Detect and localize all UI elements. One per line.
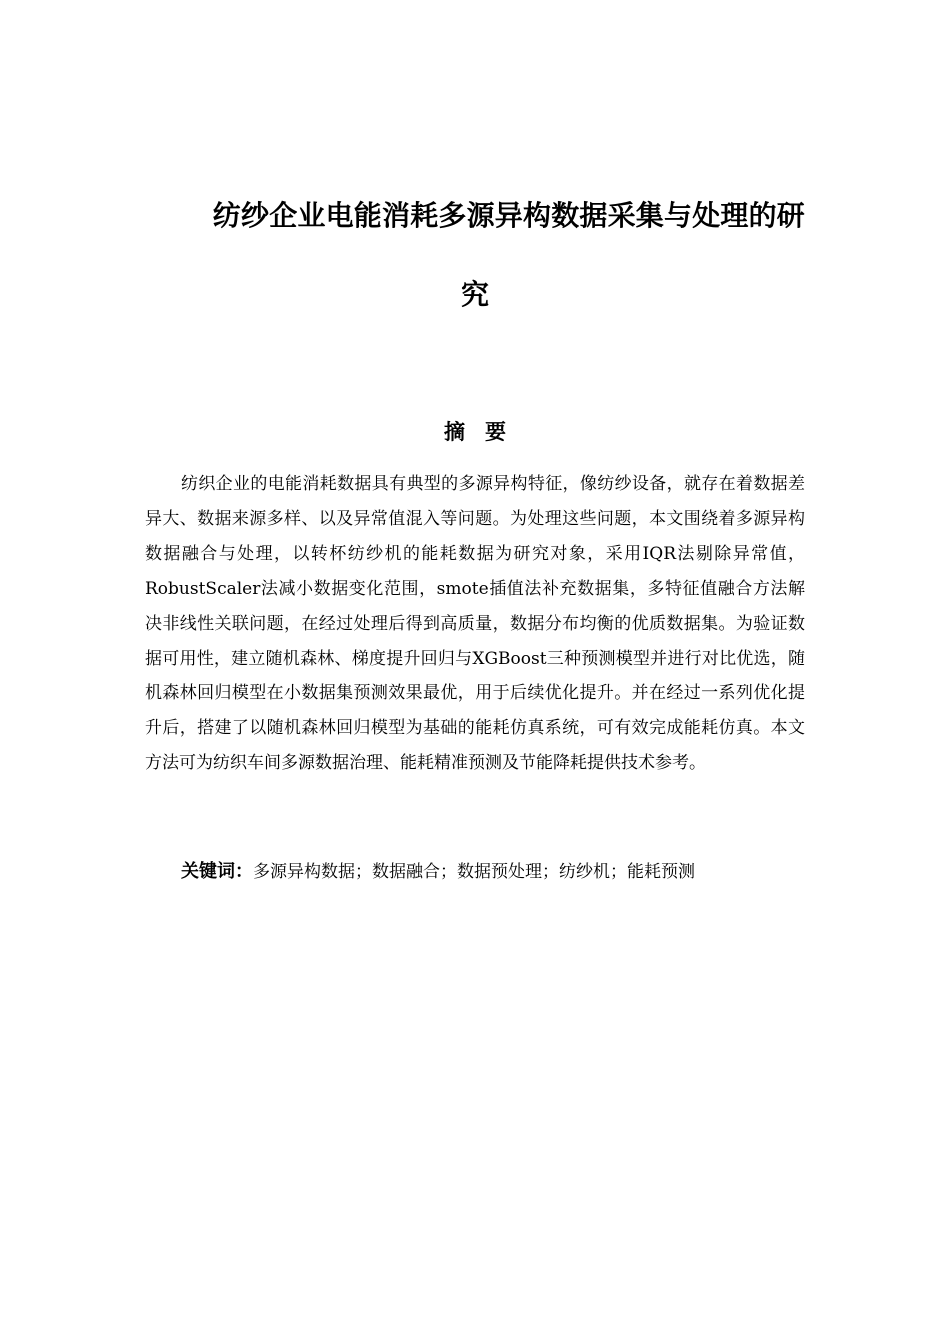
keywords-line <box>181 857 805 887</box>
keywords-label: 关键词： <box>181 861 253 882</box>
abstract-heading: 摘要 <box>444 420 526 444</box>
keywords-value: 多源异构数据；数据融合；数据预处理；纺纱机；能耗预测 <box>253 862 695 882</box>
document-title-line-2: 究 <box>460 278 489 311</box>
document-title-line-1: 纺纱企业电能消耗多源异构数据采集与处理的研 <box>212 199 805 232</box>
abstract-body: 纺织企业的电能消耗数据具有典型的多源异构特征，像纺纱设备，就存在着数据差异大、数据来源多样、以及异常值混入等问题。为处理这些问题，本文围绕着多源异构数据融合与处理，以转杯纺纱机的能耗数据为研究对象，采用IQR法剔除异常值，RobustScaler法减小数据变化范围，smote插值法补充数据集，多特征值融合方法解决非线性关联问题，在经过处理后得到高质量，数据分布均衡的优质数据集。为验证数据可用性，建立随机森林、梯度提升回归与XGBoost三种预测模型并进行对比优选，随机森林回归模型在小数据集预测效果最优，用于后续优化提升。并在经过一系列优化提升后，搭建了以随机森林回归模型为基础的能耗仿真系统，可有效完成能耗仿真。本文方法可为纺织车间多源数据治理、能耗精准预测及节能降耗提供技术参考。 <box>145 474 805 774</box>
